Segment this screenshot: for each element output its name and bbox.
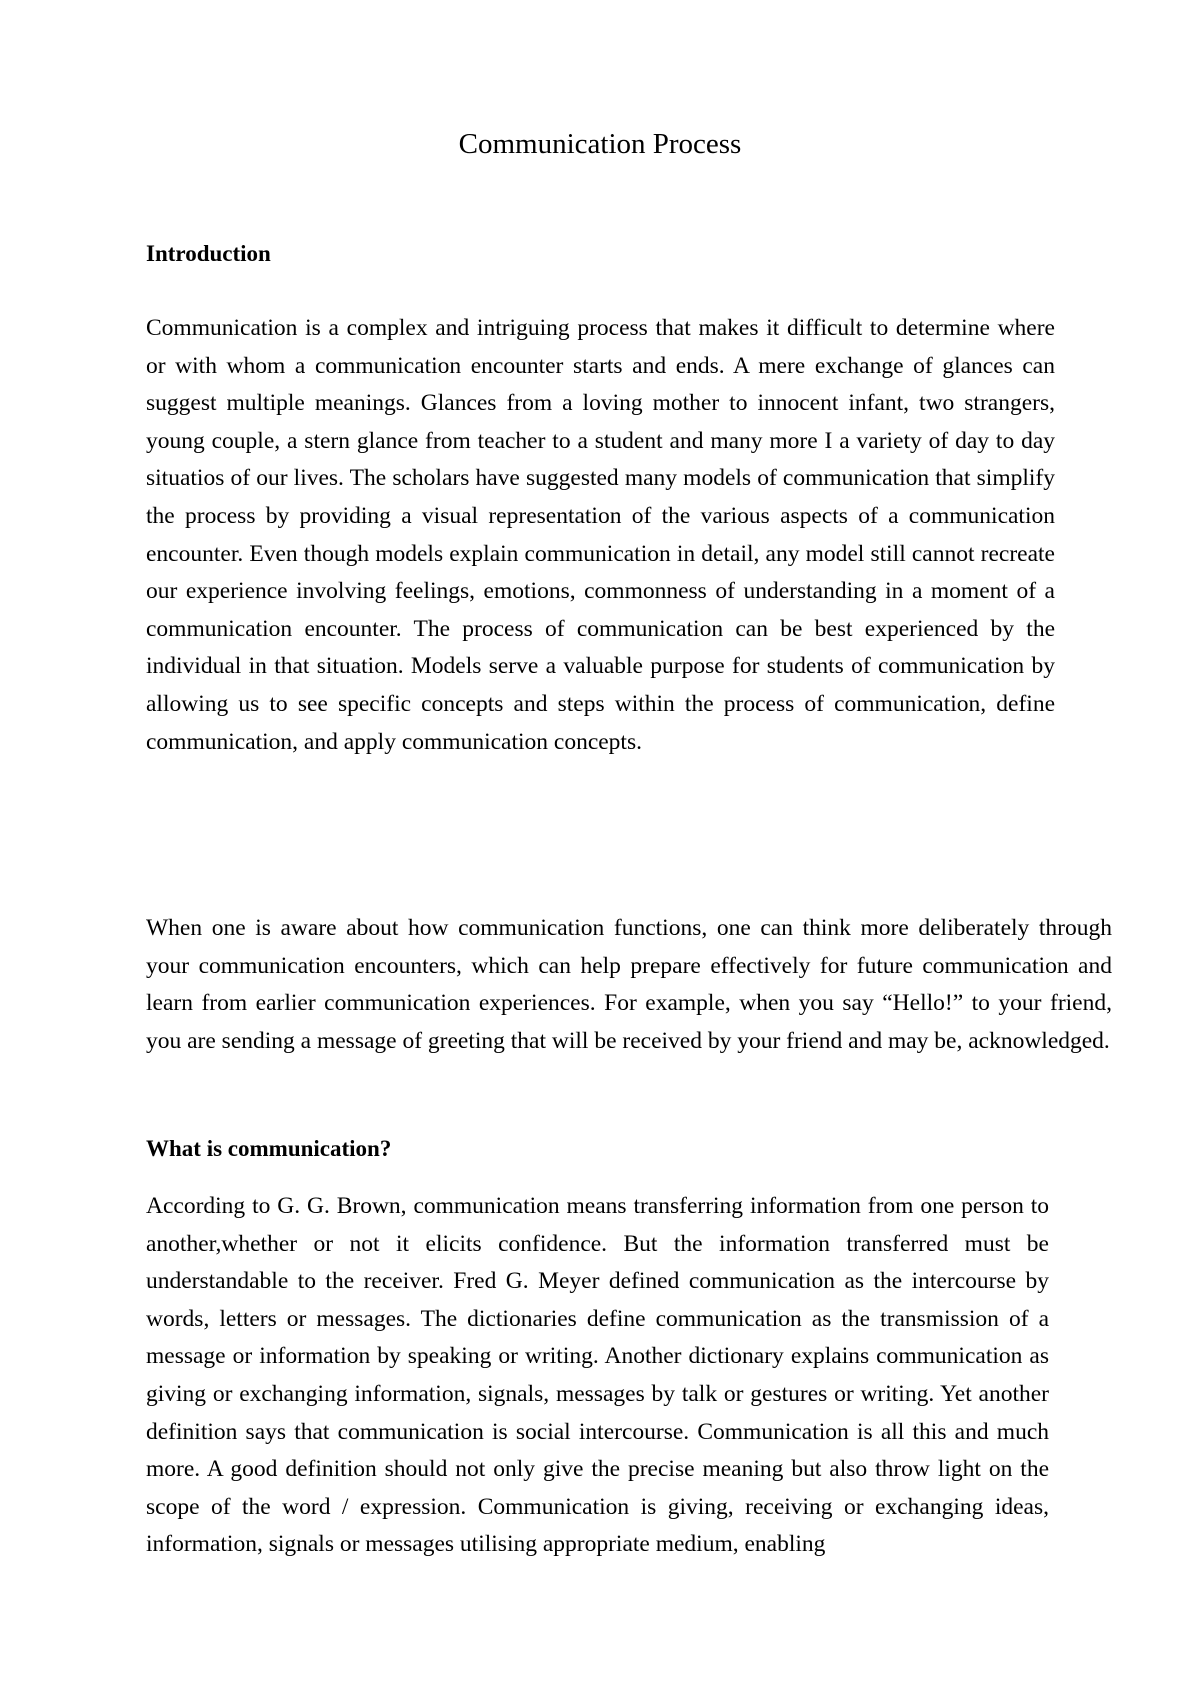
intro-paragraph-2: When one is aware about how communication functions, one can think more deliberately through your communication encounters, which can help prepare effectively for future communication and learn from earlier communication experiences. For example, when you say “Hello!” to your friend, you are sending a message of greeting that will be received by your friend and may be, acknowledged. (146, 915, 1112, 1054)
section-heading-introduction: Introduction (146, 241, 271, 266)
definition-paragraph: According to G. G. Brown, communication means transferring information from one person to another,whether or not it elicits confidence. But the information transferred must be understandable to the receiver. Fred G. Meyer defined communication as the intercourse by words, letters or messages. The dictionaries define communication as the transmission of a message or information by speaking or writing. Another dictionary explains communication as giving or exchanging information, signals, messages by talk or gestures or writing. Yet another definition says that communication is social intercourse. Communication is all this and much more. A good definition should not only give the precise meaning but also throw light on the scope of the word / expression. Communication is giving, receiving or exchanging ideas, information, signals or messages utilising appropriate medium, enabling (146, 1193, 1049, 1558)
document-title: Communication Process (458, 128, 742, 160)
section-heading-what-is-communication: What is communication? (146, 1136, 392, 1161)
intro-paragraph-1: Communication is a complex and intriguing process that makes it difficult to determine where or with whom a communication encounter starts and ends. A mere exchange of glances can suggest multiple meanings. Glances from a loving mother to innocent infant, two strangers, young couple, a stern glance from teacher to a student and many more I a variety of day to day situatios of our lives. The scholars have suggested many models of communication that simplify the process by providing a visual representation of the various aspects of a communication encounter. Even though models explain communication in detail, any model still cannot recreate our experience involving feelings, emotions, commonness of understanding in a moment of a communication encounter. The process of communication can be best experienced by the individual in that situation. Models serve a valuable purpose for students of communication by allowing us to see specific concepts and steps within the process of communication, define communication, and apply communication concepts. (146, 315, 1055, 755)
